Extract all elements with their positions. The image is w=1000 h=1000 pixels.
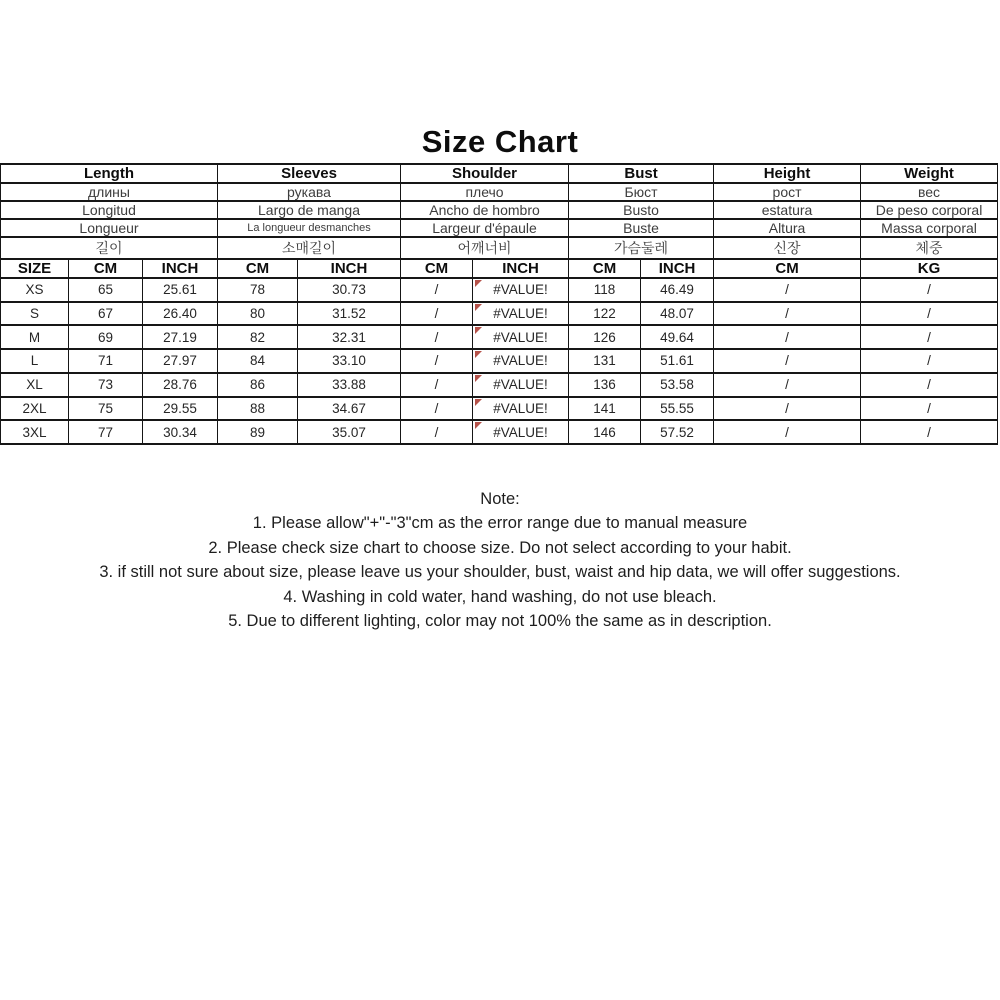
value-cell [569, 278, 641, 302]
note-line: 3. if still not sure about size, please leave us your shoulder, bust, waist and hip data, we will offer suggestions. [99, 563, 901, 582]
error-indicator-icon [475, 327, 482, 334]
value-cell [69, 397, 143, 421]
value-cell [641, 397, 714, 421]
cell-text: / [785, 282, 789, 298]
value-cell [714, 302, 861, 326]
translation-row-french [1, 219, 998, 237]
cell-text: / [927, 400, 931, 416]
cell-text: 46.49 [660, 282, 694, 298]
value-cell [714, 325, 861, 349]
cell-text: 30.73 [332, 282, 366, 298]
value-cell [401, 420, 473, 444]
error-indicator-icon [475, 375, 482, 382]
cell-text: / [434, 400, 439, 416]
value-cell [714, 349, 861, 373]
cell-text: / [927, 377, 931, 393]
value-cell [401, 373, 473, 397]
translation-row-korean [1, 237, 998, 259]
cell-text: 33.88 [332, 377, 366, 393]
cell-text: / [785, 306, 789, 322]
value-cell [218, 349, 298, 373]
translation-cell: 길이 [1, 237, 218, 259]
table-row [1, 420, 998, 444]
cell-text: S [29, 306, 39, 322]
size-cell [1, 420, 69, 444]
cell-text: #VALUE! [493, 400, 548, 416]
table-row [1, 325, 998, 349]
value-cell [714, 278, 861, 302]
value-cell [143, 373, 218, 397]
note-line: 5. Due to different lighting, color may not 100% the same as in description. [228, 612, 772, 631]
table-row [1, 278, 998, 302]
group-header-sleeves: Sleeves [218, 164, 401, 183]
cell-text: 30.34 [163, 424, 197, 440]
cell-text: 53.58 [660, 377, 694, 393]
error-indicator-icon [475, 422, 482, 429]
unit-header-kg: KG [861, 259, 998, 278]
error-indicator-icon [475, 280, 482, 287]
value-cell [473, 325, 569, 349]
translation-cell: La longueur desmanches [218, 219, 401, 237]
translation-cell: Altura [714, 219, 861, 237]
value-cell [401, 325, 473, 349]
cell-text: 71 [97, 353, 114, 369]
cell-text: / [785, 377, 789, 393]
value-cell [218, 325, 298, 349]
unit-header-inch: INCH [641, 259, 714, 278]
cell-text: / [927, 306, 931, 322]
size-chart-table [0, 163, 998, 445]
value-cell [714, 420, 861, 444]
translation-cell: estatura [714, 201, 861, 219]
unit-header-cm: CM [401, 259, 473, 278]
translation-cell: рукава [218, 183, 401, 201]
value-cell [69, 325, 143, 349]
cell-text: / [434, 282, 439, 298]
unit-header-cm: CM [69, 259, 143, 278]
cell-text: 32.31 [332, 329, 366, 345]
translation-cell: Buste [569, 219, 714, 237]
unit-header-inch: INCH [298, 259, 401, 278]
cell-text: 31.52 [332, 306, 366, 322]
value-cell [401, 278, 473, 302]
cell-text: / [927, 353, 931, 369]
cell-text: / [434, 424, 439, 440]
cell-text: / [785, 329, 789, 345]
cell-text: 35.07 [332, 424, 366, 440]
cell-text: / [927, 282, 931, 298]
value-cell [641, 325, 714, 349]
group-header-bust: Bust [569, 164, 714, 183]
translation-cell: 어깨너비 [401, 237, 569, 259]
value-cell [861, 349, 998, 373]
cell-text: 25.61 [163, 282, 197, 298]
value-cell [69, 349, 143, 373]
translation-cell: Largeur d'épaule [401, 219, 569, 237]
cell-text: 69 [97, 329, 114, 345]
value-cell [569, 397, 641, 421]
size-cell [1, 302, 69, 326]
value-cell [641, 373, 714, 397]
cell-text: 49.64 [660, 329, 694, 345]
value-cell [143, 397, 218, 421]
cell-text: 48.07 [660, 306, 694, 322]
value-cell [641, 420, 714, 444]
value-cell [143, 302, 218, 326]
notes-section [0, 487, 1000, 633]
cell-text: / [434, 306, 439, 322]
cell-text: #VALUE! [493, 424, 548, 440]
cell-text: 78 [249, 282, 266, 298]
unit-header-cm: CM [218, 259, 298, 278]
cell-text: / [434, 329, 439, 345]
cell-text: 118 [593, 282, 616, 298]
value-cell [861, 278, 998, 302]
value-cell [473, 373, 569, 397]
cell-text: M [28, 329, 41, 345]
unit-header-inch: INCH [473, 259, 569, 278]
group-header-shoulder: Shoulder [401, 164, 569, 183]
group-header-row [1, 164, 998, 183]
cell-text: XS [25, 282, 44, 298]
value-cell [569, 420, 641, 444]
value-cell [218, 420, 298, 444]
cell-text: 80 [249, 306, 266, 322]
cell-text: 51.61 [660, 353, 694, 369]
cell-text: 34.67 [332, 400, 366, 416]
cell-text: 57.52 [660, 424, 694, 440]
translation-cell: 소매길이 [218, 237, 401, 259]
cell-text: 131 [593, 353, 616, 369]
translation-cell: 체중 [861, 237, 998, 259]
value-cell [714, 373, 861, 397]
value-cell [298, 325, 401, 349]
cell-text: 75 [97, 400, 114, 416]
value-cell [569, 349, 641, 373]
size-cell [1, 278, 69, 302]
note-line: 4. Washing in cold water, hand washing, do not use bleach. [283, 587, 717, 606]
value-cell [218, 373, 298, 397]
value-cell [218, 397, 298, 421]
value-cell [473, 420, 569, 444]
table-row [1, 397, 998, 421]
translation-cell: Massa corporal [861, 219, 998, 237]
size-cell [1, 325, 69, 349]
translation-cell: Ancho de hombro [401, 201, 569, 219]
cell-text: 28.76 [163, 377, 197, 393]
translation-cell: Busto [569, 201, 714, 219]
cell-text: 73 [97, 377, 114, 393]
cell-text: 77 [97, 424, 114, 440]
value-cell [298, 397, 401, 421]
unit-header-inch: INCH [143, 259, 218, 278]
error-indicator-icon [475, 351, 482, 358]
translation-row-russian [1, 183, 998, 201]
value-cell [401, 349, 473, 373]
unit-header-row [1, 259, 998, 278]
unit-header-cm: CM [569, 259, 641, 278]
value-cell [641, 349, 714, 373]
cell-text: 67 [97, 306, 114, 322]
value-cell [298, 373, 401, 397]
cell-text: 122 [593, 306, 616, 322]
cell-text: 3XL [22, 424, 47, 440]
cell-text: 89 [249, 424, 266, 440]
group-header-length: Length [1, 164, 218, 183]
cell-text: #VALUE! [493, 377, 548, 393]
cell-text: 27.19 [163, 329, 197, 345]
value-cell [861, 420, 998, 444]
cell-text: 86 [249, 377, 266, 393]
cell-text: / [927, 424, 931, 440]
value-cell [218, 278, 298, 302]
cell-text: 141 [593, 400, 616, 416]
cell-text: 84 [249, 353, 266, 369]
translation-cell: De peso corporal [861, 201, 998, 219]
unit-header-size: SIZE [1, 259, 69, 278]
cell-text: / [434, 353, 439, 369]
cell-text: 88 [249, 400, 266, 416]
page-title: Size Chart [421, 124, 579, 159]
value-cell [69, 373, 143, 397]
cell-text: 55.55 [660, 400, 694, 416]
cell-text: / [785, 400, 789, 416]
size-cell [1, 373, 69, 397]
cell-text: XL [26, 377, 43, 393]
translation-cell: Бюст [569, 183, 714, 201]
error-indicator-icon [475, 399, 482, 406]
note-line: 2. Please check size chart to choose size. Do not select according to your habit. [208, 538, 792, 557]
cell-text: 26.40 [163, 306, 197, 322]
translation-cell: плечо [401, 183, 569, 201]
cell-text: #VALUE! [493, 329, 548, 345]
translation-cell: 신장 [714, 237, 861, 259]
notes-heading: Note: [480, 490, 520, 508]
value-cell [218, 302, 298, 326]
value-cell [298, 278, 401, 302]
size-cell [1, 397, 69, 421]
cell-text: 126 [593, 329, 616, 345]
cell-text: #VALUE! [493, 282, 548, 298]
value-cell [569, 325, 641, 349]
cell-text: 29.55 [163, 400, 197, 416]
cell-text: / [434, 377, 439, 393]
value-cell [473, 397, 569, 421]
cell-text: 65 [97, 282, 114, 298]
table-row [1, 302, 998, 326]
translation-cell: рост [714, 183, 861, 201]
table-row [1, 373, 998, 397]
value-cell [69, 278, 143, 302]
cell-text: 27.97 [163, 353, 197, 369]
cell-text: 82 [249, 329, 266, 345]
value-cell [298, 349, 401, 373]
value-cell [569, 302, 641, 326]
value-cell [641, 302, 714, 326]
translation-cell: 가슴둘레 [569, 237, 714, 259]
unit-header-cm: CM [714, 259, 861, 278]
value-cell [861, 373, 998, 397]
group-header-weight: Weight [861, 164, 998, 183]
value-cell [569, 373, 641, 397]
value-cell [298, 302, 401, 326]
cell-text: #VALUE! [493, 353, 548, 369]
cell-text: 2XL [22, 400, 47, 416]
value-cell [861, 325, 998, 349]
translation-cell: Longitud [1, 201, 218, 219]
value-cell [641, 278, 714, 302]
value-cell [401, 302, 473, 326]
value-cell [298, 420, 401, 444]
value-cell [143, 420, 218, 444]
value-cell [714, 397, 861, 421]
value-cell [69, 302, 143, 326]
note-line: 1. Please allow"+"-"3"cm as the error range due to manual measure [252, 514, 748, 533]
error-indicator-icon [475, 304, 482, 311]
group-header-height: Height [714, 164, 861, 183]
size-cell [1, 349, 69, 373]
value-cell [473, 349, 569, 373]
cell-text: / [927, 329, 931, 345]
cell-text: 33.10 [332, 353, 366, 369]
translation-cell: длины [1, 183, 218, 201]
cell-text: L [30, 353, 39, 369]
translation-cell: Largo de manga [218, 201, 401, 219]
value-cell [143, 278, 218, 302]
value-cell [473, 302, 569, 326]
translation-row-spanish [1, 201, 998, 219]
cell-text: 136 [593, 377, 616, 393]
value-cell [473, 278, 569, 302]
cell-text: #VALUE! [493, 306, 548, 322]
value-cell [861, 397, 998, 421]
cell-text: / [785, 424, 789, 440]
value-cell [861, 302, 998, 326]
table-body [1, 278, 998, 444]
cell-text: / [785, 353, 789, 369]
value-cell [401, 397, 473, 421]
translation-cell: Longueur [1, 219, 218, 237]
value-cell [143, 349, 218, 373]
value-cell [143, 325, 218, 349]
cell-text: 146 [593, 424, 616, 440]
table-row [1, 349, 998, 373]
value-cell [69, 420, 143, 444]
translation-cell: вес [861, 183, 998, 201]
